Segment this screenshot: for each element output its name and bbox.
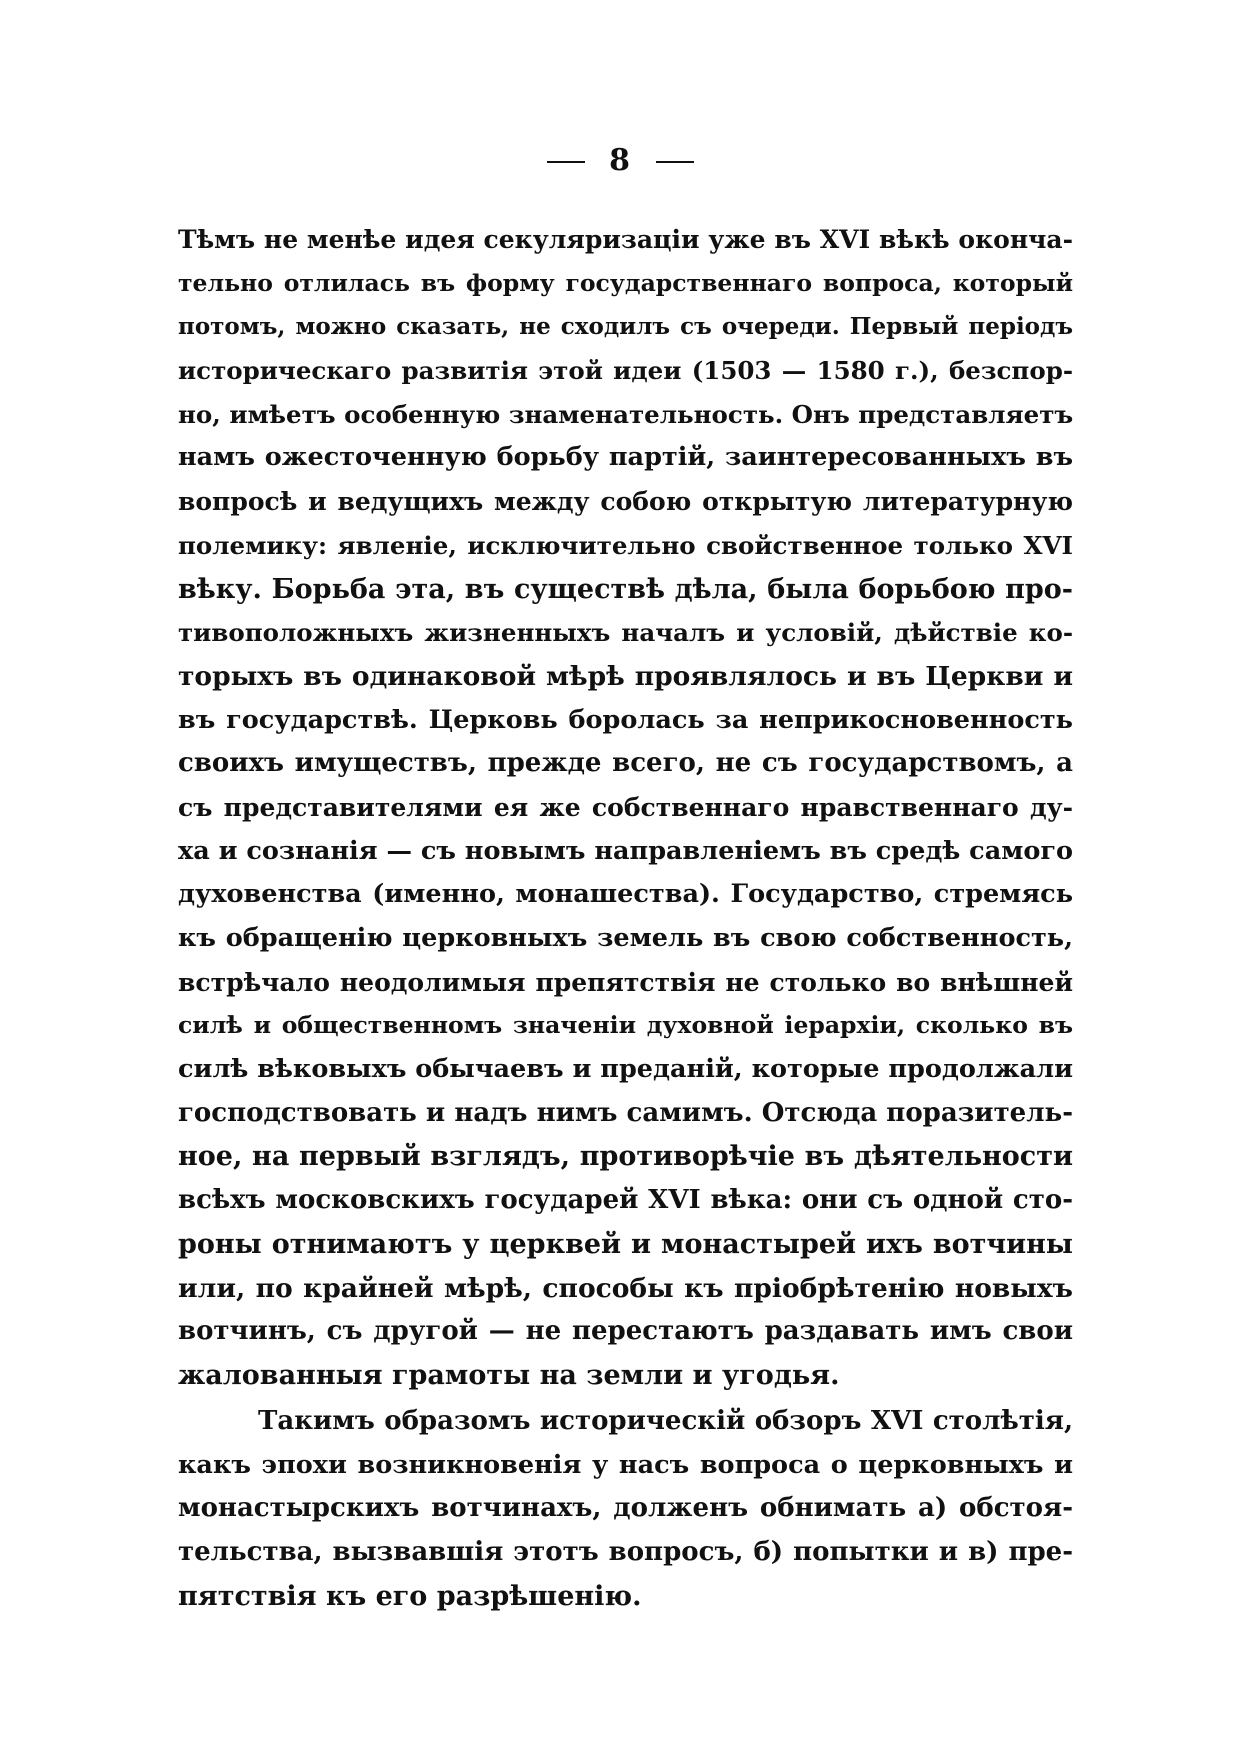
text-line: историческаго развитія этой идеи (1503 — 1580 г.), безспор-: [178, 356, 1073, 386]
text-line: господствовать и надъ нимъ самимъ. Отсюда поразитель-: [178, 1097, 1073, 1128]
text-line: всѣхъ московскихъ государей XVI вѣка: они съ одной сто-: [178, 1185, 1073, 1216]
text-line: тивоположныхъ жизненныхъ началъ и условій, дѣйствіе ко-: [178, 618, 1073, 648]
text-line: тельства, вызвавшія этотъ вопросъ, б) попытки и в) пре-: [178, 1537, 1073, 1568]
left-dash: [547, 161, 585, 163]
text-line: встрѣчало неодолимыя препятствія не столько во внѣшней: [178, 967, 1073, 997]
text-line: Тѣмъ не менѣе идея секуляризаціи уже въ XVI вѣкѣ оконча-: [178, 225, 1073, 254]
text-line: духовенства (именно, монашества). Государство, стремясь: [178, 879, 1073, 910]
paragraph-1: [178, 218, 1073, 1398]
text-line: силѣ вѣковыхъ обычаевъ и преданій, которые продолжали: [178, 1054, 1073, 1085]
page-number-header: [0, 143, 1241, 178]
text-line: вотчинъ, съ другой — не перестаютъ раздавать имъ свои: [178, 1316, 1073, 1347]
text-line: монастырскихъ вотчинахъ, долженъ обнимать а) обстоя-: [178, 1493, 1073, 1524]
text-line: какъ эпохи возникновенія у насъ вопроса о церковныхъ и: [178, 1449, 1073, 1480]
text-line: жалованныя грамоты на земли и угодья.: [178, 1359, 840, 1391]
text-line: къ обращенію церковныхъ земель въ свою собственность,: [178, 923, 1073, 953]
text-line: силѣ и общественномъ значеніи духовной іерархіи, сколько въ: [178, 1011, 1073, 1040]
paragraph-2: [178, 1400, 1073, 1618]
text-line: пятствія къ его разрѣшенію.: [178, 1580, 642, 1612]
text-line: намъ ожесточенную борьбу партій, заинтересованныхъ въ: [178, 442, 1073, 473]
text-line: своихъ имуществъ, прежде всего, не съ государствомъ, а: [178, 748, 1073, 779]
text-line: Такимъ образомъ историческій обзоръ XVI столѣтія,: [258, 1406, 1073, 1436]
text-line: потомъ, можно сказать, не сходилъ съ очереди. Первый періодъ: [178, 313, 1073, 341]
text-line: ха и сознанія — съ новымъ направленіемъ въ средѣ самого: [178, 835, 1074, 866]
text-line: но, имѣетъ особенную знаменательность. Онъ представляетъ: [178, 399, 1074, 429]
text-line: вѣку. Борьба эта, въ существѣ дѣла, была борьбою про-: [178, 573, 1073, 605]
text-line: съ представителями ея же собственнаго нравственнаго ду-: [178, 792, 1073, 822]
text-line: тельно отлилась въ форму государственнаго вопроса, который: [178, 268, 1073, 297]
page-number: 8: [609, 143, 632, 178]
text-line: вопросѣ и ведущихъ между собою открытую литературную: [178, 487, 1073, 517]
text-line: торыхъ въ одинаковой мѣрѣ проявлялось и въ Церкви и: [178, 660, 1073, 692]
text-line: роны отнимаютъ у церквей и монастырей ихъ вотчины: [178, 1228, 1073, 1260]
right-dash: [656, 161, 694, 163]
text-line: въ государствѣ. Церковь боролась за неприкосновенность: [178, 704, 1073, 735]
text-line: полемику: явленіе, исключительно свойственное только XVI: [178, 530, 1073, 560]
text-line: или, по крайней мѣрѣ, способы къ пріобрѣтенію новыхъ: [178, 1272, 1073, 1304]
text-line: ное, на первый взглядъ, противорѣчіе въ дѣятельности: [178, 1141, 1073, 1173]
